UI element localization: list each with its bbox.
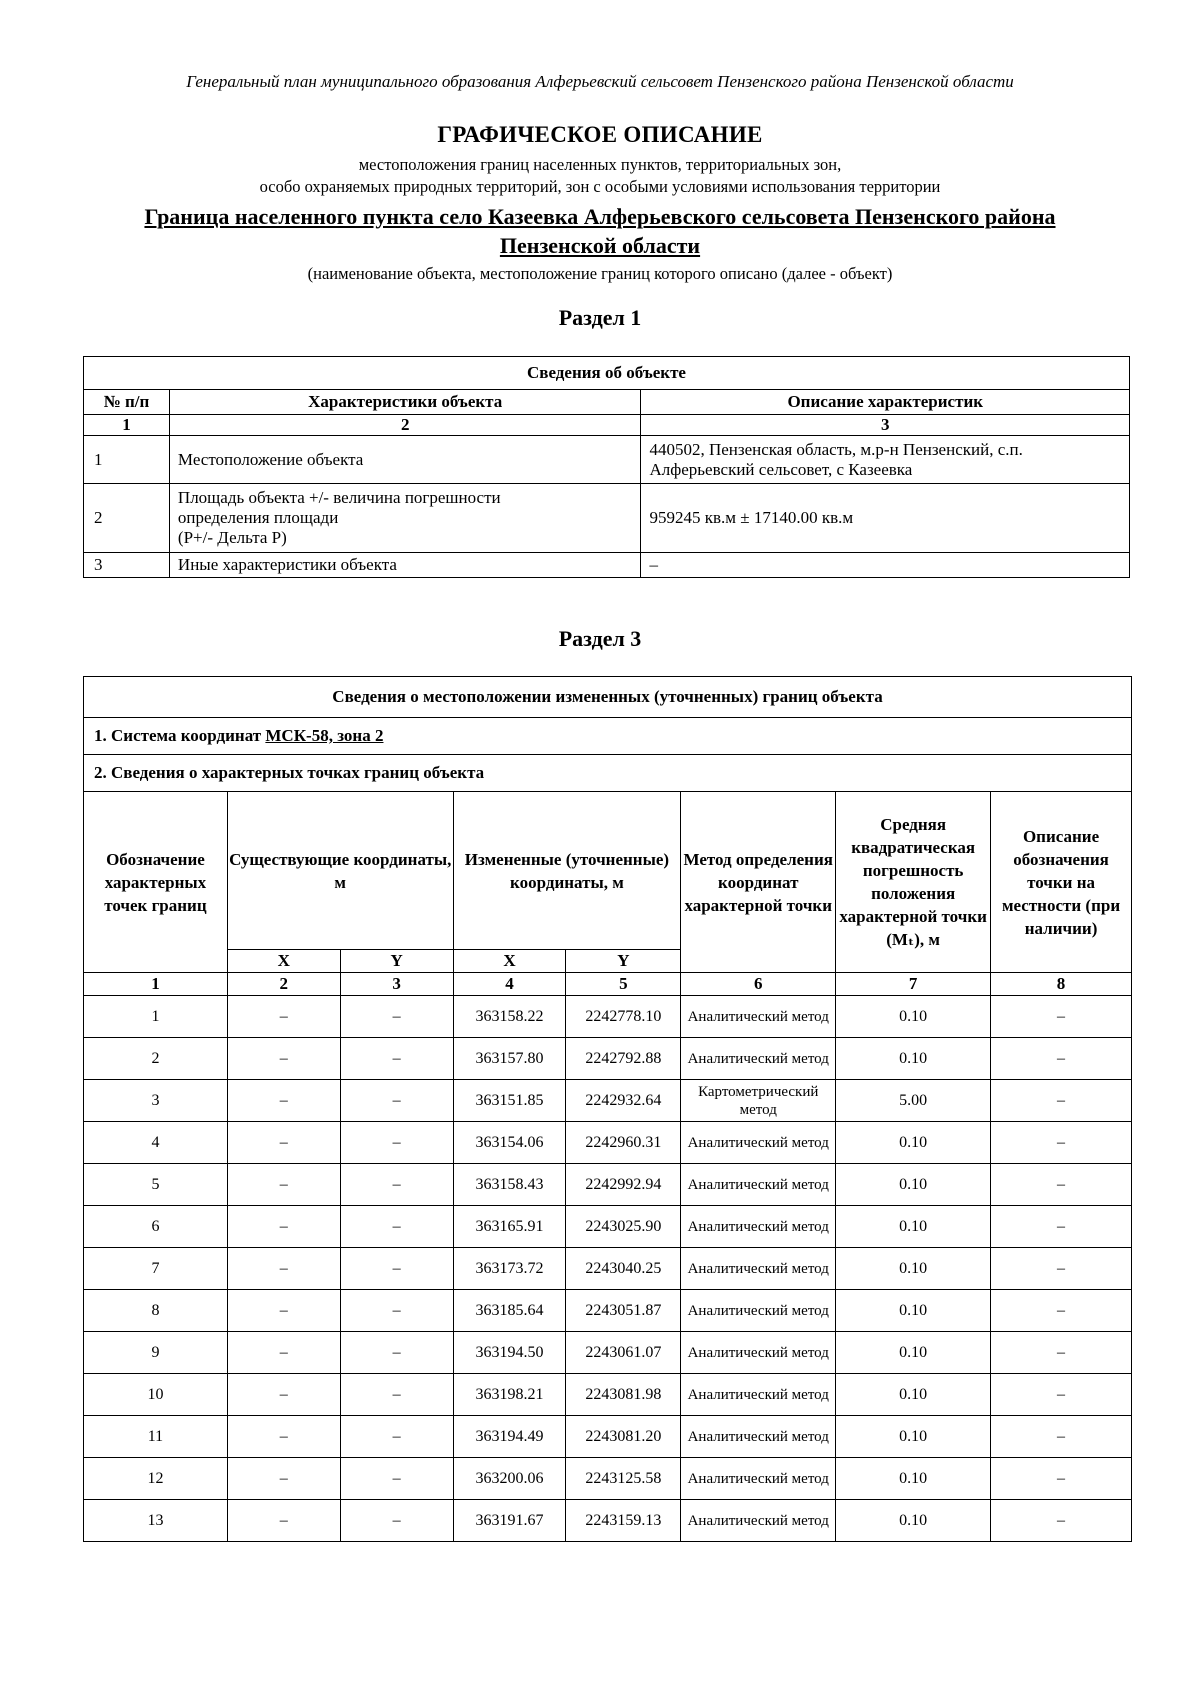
table-row xyxy=(84,1038,1132,1080)
method-cell: Аналитический метод xyxy=(681,1416,836,1458)
existing-y-cell: – xyxy=(340,1206,453,1248)
table-row xyxy=(84,1248,1132,1290)
column-number: 3 xyxy=(340,973,453,996)
method-cell: Аналитический метод xyxy=(681,1290,836,1332)
error-cell: 0.10 xyxy=(836,1038,991,1080)
changed-y-cell: 2243061.07 xyxy=(566,1332,681,1374)
column-number: 1 xyxy=(84,415,170,436)
changed-x-cell: 363157.80 xyxy=(453,1038,566,1080)
error-cell: 0.10 xyxy=(836,1500,991,1542)
changed-y-cell: 2243040.25 xyxy=(566,1248,681,1290)
table-caption: Сведения об объекте xyxy=(84,357,1130,390)
method-cell: Аналитический метод xyxy=(681,1458,836,1500)
changed-x-cell: 363158.22 xyxy=(453,996,566,1038)
existing-x-cell: – xyxy=(227,1038,340,1080)
header-changed-y: Y xyxy=(566,950,681,973)
header-number: № п/п xyxy=(84,390,170,415)
method-cell: Аналитический метод xyxy=(681,1248,836,1290)
existing-x-cell: – xyxy=(227,1500,340,1542)
table-row xyxy=(84,1332,1132,1374)
method-cell: Аналитический метод xyxy=(681,1038,836,1080)
error-cell: 0.10 xyxy=(836,1458,991,1500)
table-row xyxy=(84,1374,1132,1416)
object-info-table xyxy=(83,356,1130,578)
section-1-title: Раздел 1 xyxy=(558,305,642,330)
error-cell: 0.10 xyxy=(836,996,991,1038)
column-number: 7 xyxy=(836,973,991,996)
header-designation: Обозначение характерных точек границ xyxy=(84,792,228,973)
row-number: 1 xyxy=(84,436,170,484)
changed-y-cell: 2242960.31 xyxy=(566,1122,681,1164)
existing-y-cell: – xyxy=(340,1122,453,1164)
error-cell: 0.10 xyxy=(836,1164,991,1206)
table-row xyxy=(84,1206,1132,1248)
table-row xyxy=(84,1290,1132,1332)
existing-x-cell: – xyxy=(227,1332,340,1374)
existing-x-cell: – xyxy=(227,1122,340,1164)
object-caption: (наименование объекта, местоположение границ которого описано (далее - объект) xyxy=(307,264,893,283)
existing-x-cell: – xyxy=(227,1080,340,1122)
existing-y-cell: – xyxy=(340,1248,453,1290)
existing-y-cell: – xyxy=(340,1038,453,1080)
changed-y-cell: 2242792.88 xyxy=(566,1038,681,1080)
point-description-cell: – xyxy=(991,1416,1132,1458)
method-cell: Аналитический метод xyxy=(681,1122,836,1164)
existing-y-cell: – xyxy=(340,1500,453,1542)
point-number-cell: 3 xyxy=(84,1080,228,1122)
title-block xyxy=(60,122,1140,284)
existing-y-cell: – xyxy=(340,1332,453,1374)
table-row xyxy=(84,553,1130,578)
row-number: 2 xyxy=(84,484,170,553)
method-cell: Картометрический метод xyxy=(681,1080,836,1122)
header-existing: Существующие координаты, м xyxy=(227,792,453,950)
existing-x-cell: – xyxy=(227,996,340,1038)
object-name: Граница населенного пункта село Казеевка Алферьевского сельсовета Пензенского района Пензенской области xyxy=(144,204,1056,258)
existing-x-cell: – xyxy=(227,1206,340,1248)
header-error: Средняя квадратическая погрешность положения характерной точки (Мₜ), м xyxy=(836,792,991,973)
existing-y-cell: – xyxy=(340,1290,453,1332)
point-number-cell: 11 xyxy=(84,1416,228,1458)
column-number: 2 xyxy=(227,973,340,996)
error-cell: 0.10 xyxy=(836,1248,991,1290)
changed-y-cell: 2242992.94 xyxy=(566,1164,681,1206)
row-name-line: определения площади xyxy=(177,508,339,527)
table-row xyxy=(84,1458,1132,1500)
point-description-cell: – xyxy=(991,1122,1132,1164)
changed-x-cell: 363191.67 xyxy=(453,1500,566,1542)
point-description-cell: – xyxy=(991,1458,1132,1500)
method-cell: Аналитический метод xyxy=(681,996,836,1038)
error-cell: 0.10 xyxy=(836,1332,991,1374)
subtitle-line-1: местоположения границ населенных пунктов, территориальных зон, xyxy=(358,155,842,174)
table-caption: Сведения о местоположении измененных (уточненных) границ объекта xyxy=(84,677,1132,718)
changed-y-cell: 2242932.64 xyxy=(566,1080,681,1122)
row-name: Иные характеристики объекта xyxy=(169,553,641,578)
method-cell: Аналитический метод xyxy=(681,1332,836,1374)
boundary-points-table xyxy=(83,676,1132,1542)
point-number-cell: 1 xyxy=(84,996,228,1038)
header-description: Описание характеристик xyxy=(641,390,1130,415)
changed-x-cell: 363200.06 xyxy=(453,1458,566,1500)
coordinate-system-value: МСК-58, зона 2 xyxy=(265,726,384,745)
row-desc: – xyxy=(641,553,1130,578)
error-cell: 0.10 xyxy=(836,1374,991,1416)
header-existing-y: Y xyxy=(340,950,453,973)
points-body xyxy=(84,996,1132,1542)
changed-x-cell: 363151.85 xyxy=(453,1080,566,1122)
table-row xyxy=(84,1122,1132,1164)
existing-y-cell: – xyxy=(340,996,453,1038)
changed-y-cell: 2243159.13 xyxy=(566,1500,681,1542)
row-desc: 959245 кв.м ± 17140.00 кв.м xyxy=(641,484,1130,553)
point-description-cell: – xyxy=(991,1332,1132,1374)
point-description-cell: – xyxy=(991,1080,1132,1122)
changed-x-cell: 363165.91 xyxy=(453,1206,566,1248)
header-characteristics: Характеристики объекта xyxy=(169,390,641,415)
header-changed: Измененные (уточненные) координаты, м xyxy=(453,792,681,950)
point-number-cell: 8 xyxy=(84,1290,228,1332)
changed-x-cell: 363185.64 xyxy=(453,1290,566,1332)
header-method: Метод определения координат характерной точки xyxy=(681,792,836,973)
point-description-cell: – xyxy=(991,1374,1132,1416)
column-number: 2 xyxy=(169,415,641,436)
changed-y-cell: 2242778.10 xyxy=(566,996,681,1038)
changed-y-cell: 2243081.98 xyxy=(566,1374,681,1416)
point-number-cell: 5 xyxy=(84,1164,228,1206)
existing-x-cell: – xyxy=(227,1416,340,1458)
column-number: 8 xyxy=(991,973,1132,996)
changed-x-cell: 363194.50 xyxy=(453,1332,566,1374)
row-name-line: Площадь объекта +/- величина погрешности xyxy=(177,488,501,507)
column-number: 5 xyxy=(566,973,681,996)
row-name: Местоположение объекта xyxy=(169,436,641,484)
row-name xyxy=(169,484,641,553)
coordinate-system xyxy=(84,718,1132,755)
points-label: 2. Сведения о характерных точках границ объекта xyxy=(84,755,1132,792)
existing-y-cell: – xyxy=(340,1458,453,1500)
changed-x-cell: 363173.72 xyxy=(453,1248,566,1290)
document-title: ГРАФИЧЕСКОЕ ОПИСАНИЕ xyxy=(437,122,763,147)
point-number-cell: 4 xyxy=(84,1122,228,1164)
column-number: 4 xyxy=(453,973,566,996)
point-description-cell: – xyxy=(991,1038,1132,1080)
coordinate-system-label: 1. Система координат xyxy=(94,726,262,745)
error-cell: 0.10 xyxy=(836,1416,991,1458)
existing-y-cell: – xyxy=(340,1416,453,1458)
changed-y-cell: 2243051.87 xyxy=(566,1290,681,1332)
subtitle-line-2: особо охраняемых природных территорий, зон с особыми условиями использования территории xyxy=(259,177,941,196)
header-point-description: Описание обозначения точки на местности (при наличии) xyxy=(991,792,1132,973)
method-cell: Аналитический метод xyxy=(681,1500,836,1542)
point-number-cell: 10 xyxy=(84,1374,228,1416)
column-number: 3 xyxy=(641,415,1130,436)
row-desc: 440502, Пензенская область, м.р-н Пензенский, с.п. Алферьевский сельсовет, с Казеевка xyxy=(641,436,1130,484)
method-cell: Аналитический метод xyxy=(681,1164,836,1206)
existing-y-cell: – xyxy=(340,1080,453,1122)
changed-x-cell: 363194.49 xyxy=(453,1416,566,1458)
row-name-line: (Р+/- Дельта Р) xyxy=(177,528,287,547)
column-number: 6 xyxy=(681,973,836,996)
header-existing-x: X xyxy=(227,950,340,973)
method-cell: Аналитический метод xyxy=(681,1374,836,1416)
point-description-cell: – xyxy=(991,1164,1132,1206)
existing-y-cell: – xyxy=(340,1164,453,1206)
row-number: 3 xyxy=(84,553,170,578)
existing-x-cell: – xyxy=(227,1248,340,1290)
point-description-cell: – xyxy=(991,996,1132,1038)
point-number-cell: 13 xyxy=(84,1500,228,1542)
point-number-cell: 12 xyxy=(84,1458,228,1500)
point-description-cell: – xyxy=(991,1290,1132,1332)
changed-x-cell: 363158.43 xyxy=(453,1164,566,1206)
section-3-title: Раздел 3 xyxy=(558,626,642,651)
point-description-cell: – xyxy=(991,1206,1132,1248)
changed-y-cell: 2243025.90 xyxy=(566,1206,681,1248)
table-row xyxy=(84,1500,1132,1542)
changed-x-cell: 363198.21 xyxy=(453,1374,566,1416)
point-number-cell: 7 xyxy=(84,1248,228,1290)
table-row xyxy=(84,996,1132,1038)
point-number-cell: 2 xyxy=(84,1038,228,1080)
point-number-cell: 6 xyxy=(84,1206,228,1248)
error-cell: 0.10 xyxy=(836,1206,991,1248)
table-row xyxy=(84,436,1130,484)
error-cell: 0.10 xyxy=(836,1290,991,1332)
method-cell: Аналитический метод xyxy=(681,1206,836,1248)
point-description-cell: – xyxy=(991,1500,1132,1542)
existing-x-cell: – xyxy=(227,1164,340,1206)
changed-x-cell: 363154.06 xyxy=(453,1122,566,1164)
existing-x-cell: – xyxy=(227,1458,340,1500)
existing-y-cell: – xyxy=(340,1374,453,1416)
table-row xyxy=(84,484,1130,553)
point-description-cell: – xyxy=(991,1248,1132,1290)
error-cell: 5.00 xyxy=(836,1080,991,1122)
existing-x-cell: – xyxy=(227,1374,340,1416)
header-changed-x: X xyxy=(453,950,566,973)
running-header: Генеральный план муниципального образования Алферьевский сельсовет Пензенского района Пензенской области xyxy=(186,72,1014,91)
changed-y-cell: 2243125.58 xyxy=(566,1458,681,1500)
table-row xyxy=(84,1080,1132,1122)
column-number: 1 xyxy=(84,973,228,996)
point-number-cell: 9 xyxy=(84,1332,228,1374)
existing-x-cell: – xyxy=(227,1290,340,1332)
table-row xyxy=(84,1416,1132,1458)
error-cell: 0.10 xyxy=(836,1122,991,1164)
changed-y-cell: 2243081.20 xyxy=(566,1416,681,1458)
table-row xyxy=(84,1164,1132,1206)
